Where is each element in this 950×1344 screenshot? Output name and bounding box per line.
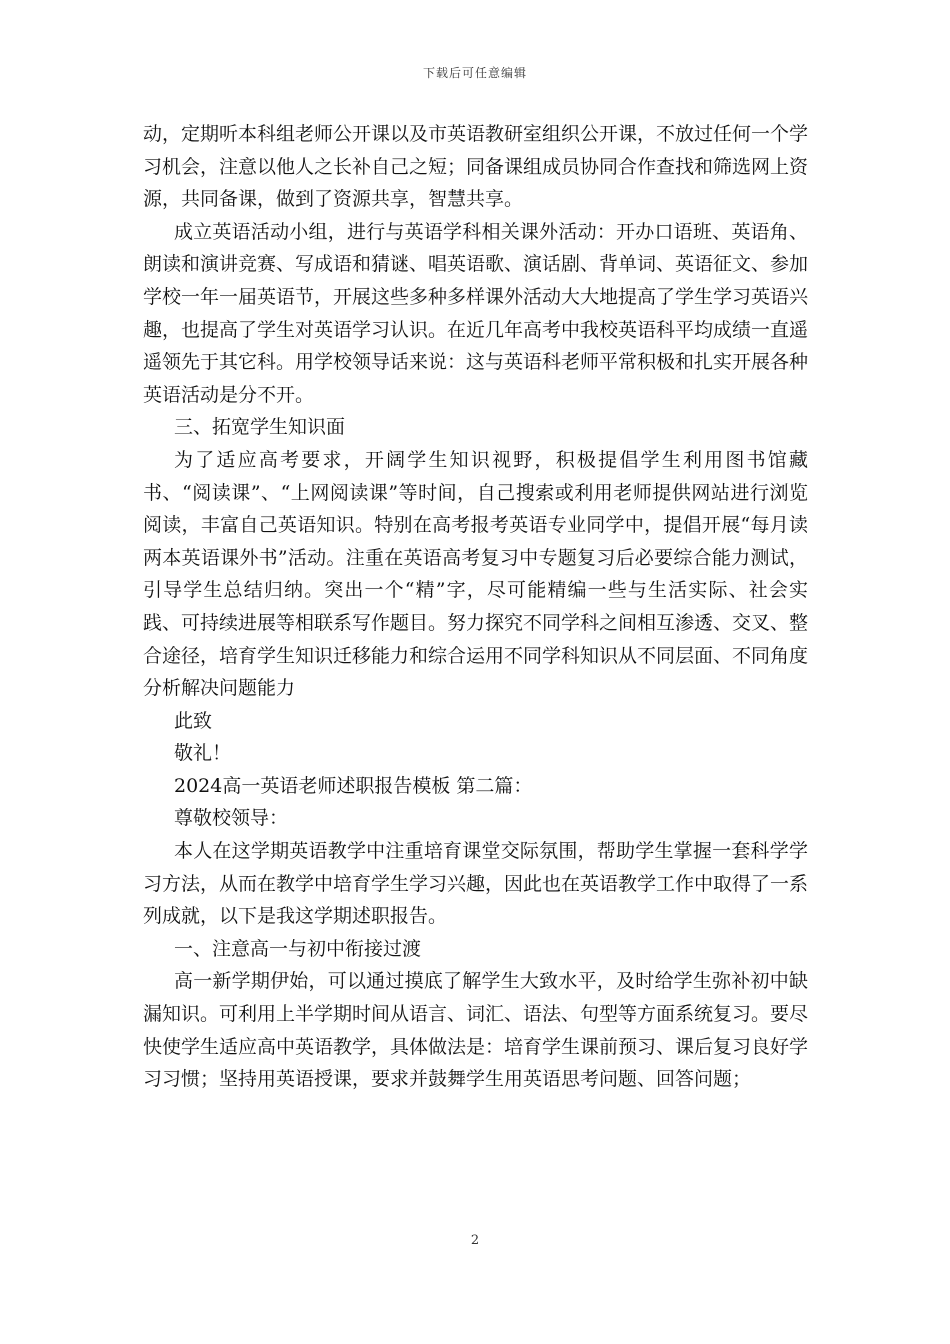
page-header: 下载后可任意编辑 xyxy=(422,66,527,80)
paragraph-intro: 本人在这学期英语教学中注重培育课堂交际氛围，帮助学生掌握一套科学学习方法，从而在教学中培育学生学习兴趣，因此也在英语教学工作中取得了一系列成就，以下是我这学期述职报告。 xyxy=(143,840,809,928)
paragraph-transition: 高一新学期伊始，可以通过摸底了解学生大致水平，及时给学生弥补初中缺漏知识。可利用上半学期时间从语言、词汇、语法、句型等方面系统复习。要尽快使学生适应高中英语教学，具体做法是：培育学生课前预习、课后复习良好学习习惯；坚持用英语授课，要求并鼓舞学生用英语思考问题、回答问题； xyxy=(143,970,809,1091)
page-number: 2 xyxy=(470,1233,480,1248)
greeting: 尊敬校领导： xyxy=(174,807,289,830)
section-heading-transition: 一、注意高一与初中衔接过渡 xyxy=(174,937,422,960)
section-heading-broaden-knowledge: 三、拓宽学生知识面 xyxy=(174,416,346,439)
paragraph-english-club: 成立英语活动小组，进行与英语学科相关课外活动：开办口语班、英语角、朗读和演讲竞赛、写成语和猜谜、唱英语歌、演话剧、背单词、英语征文、参加学校一年一届英语节，开展这些多种多样课外活动大大地提高了学生学习英语兴趣，也提高了学生对英语学习认识。在近几年高考中我校英语科平均成绩一直遥遥领先于其它科。用学校领导话来说：这与英语科老师平常积极和扎实开展各种英语活动是分不开。 xyxy=(143,220,809,406)
closing-regards: 敬礼！ xyxy=(174,742,232,765)
paragraph-reading: 为了适应高考要求，开阔学生知识视野，积极提倡学生利用图书馆藏书、“阅读课”、“上网阅读课”等时间，自己搜索或利用老师提供网站进行浏览阅读，丰富自己英语知识。特别在高考报考英语专业同学中，提倡开展“每月读两本英语课外书”活动。注重在英语高考复习中专题复习后必要综合能力测试，引导学生总结归纳。突出一个“精”字，尽可能精编一些与生活实际、社会实践、可持续进展等相联系写作题目。努力探究不同学科之间相互渗透、交叉、整合途径，培育学生知识迁移能力和综合运用不同学科知识从不同层面、不同角度分析解决问题能力 xyxy=(143,448,809,700)
paragraph-activities-continued: 动，定期听本科组老师公开课以及市英语教研室组织公开课，不放过任何一个学习机会，注意以他人之长补自己之短；同备课组成员协同合作查找和筛选网上资源，共同备课，做到了资源共享，智慧共享。 xyxy=(143,123,809,211)
closing-salutation: 此致 xyxy=(174,709,213,732)
document-body xyxy=(143,118,808,1096)
second-report-title: 2024高一英语老师述职报告模板 第二篇： xyxy=(174,774,533,797)
